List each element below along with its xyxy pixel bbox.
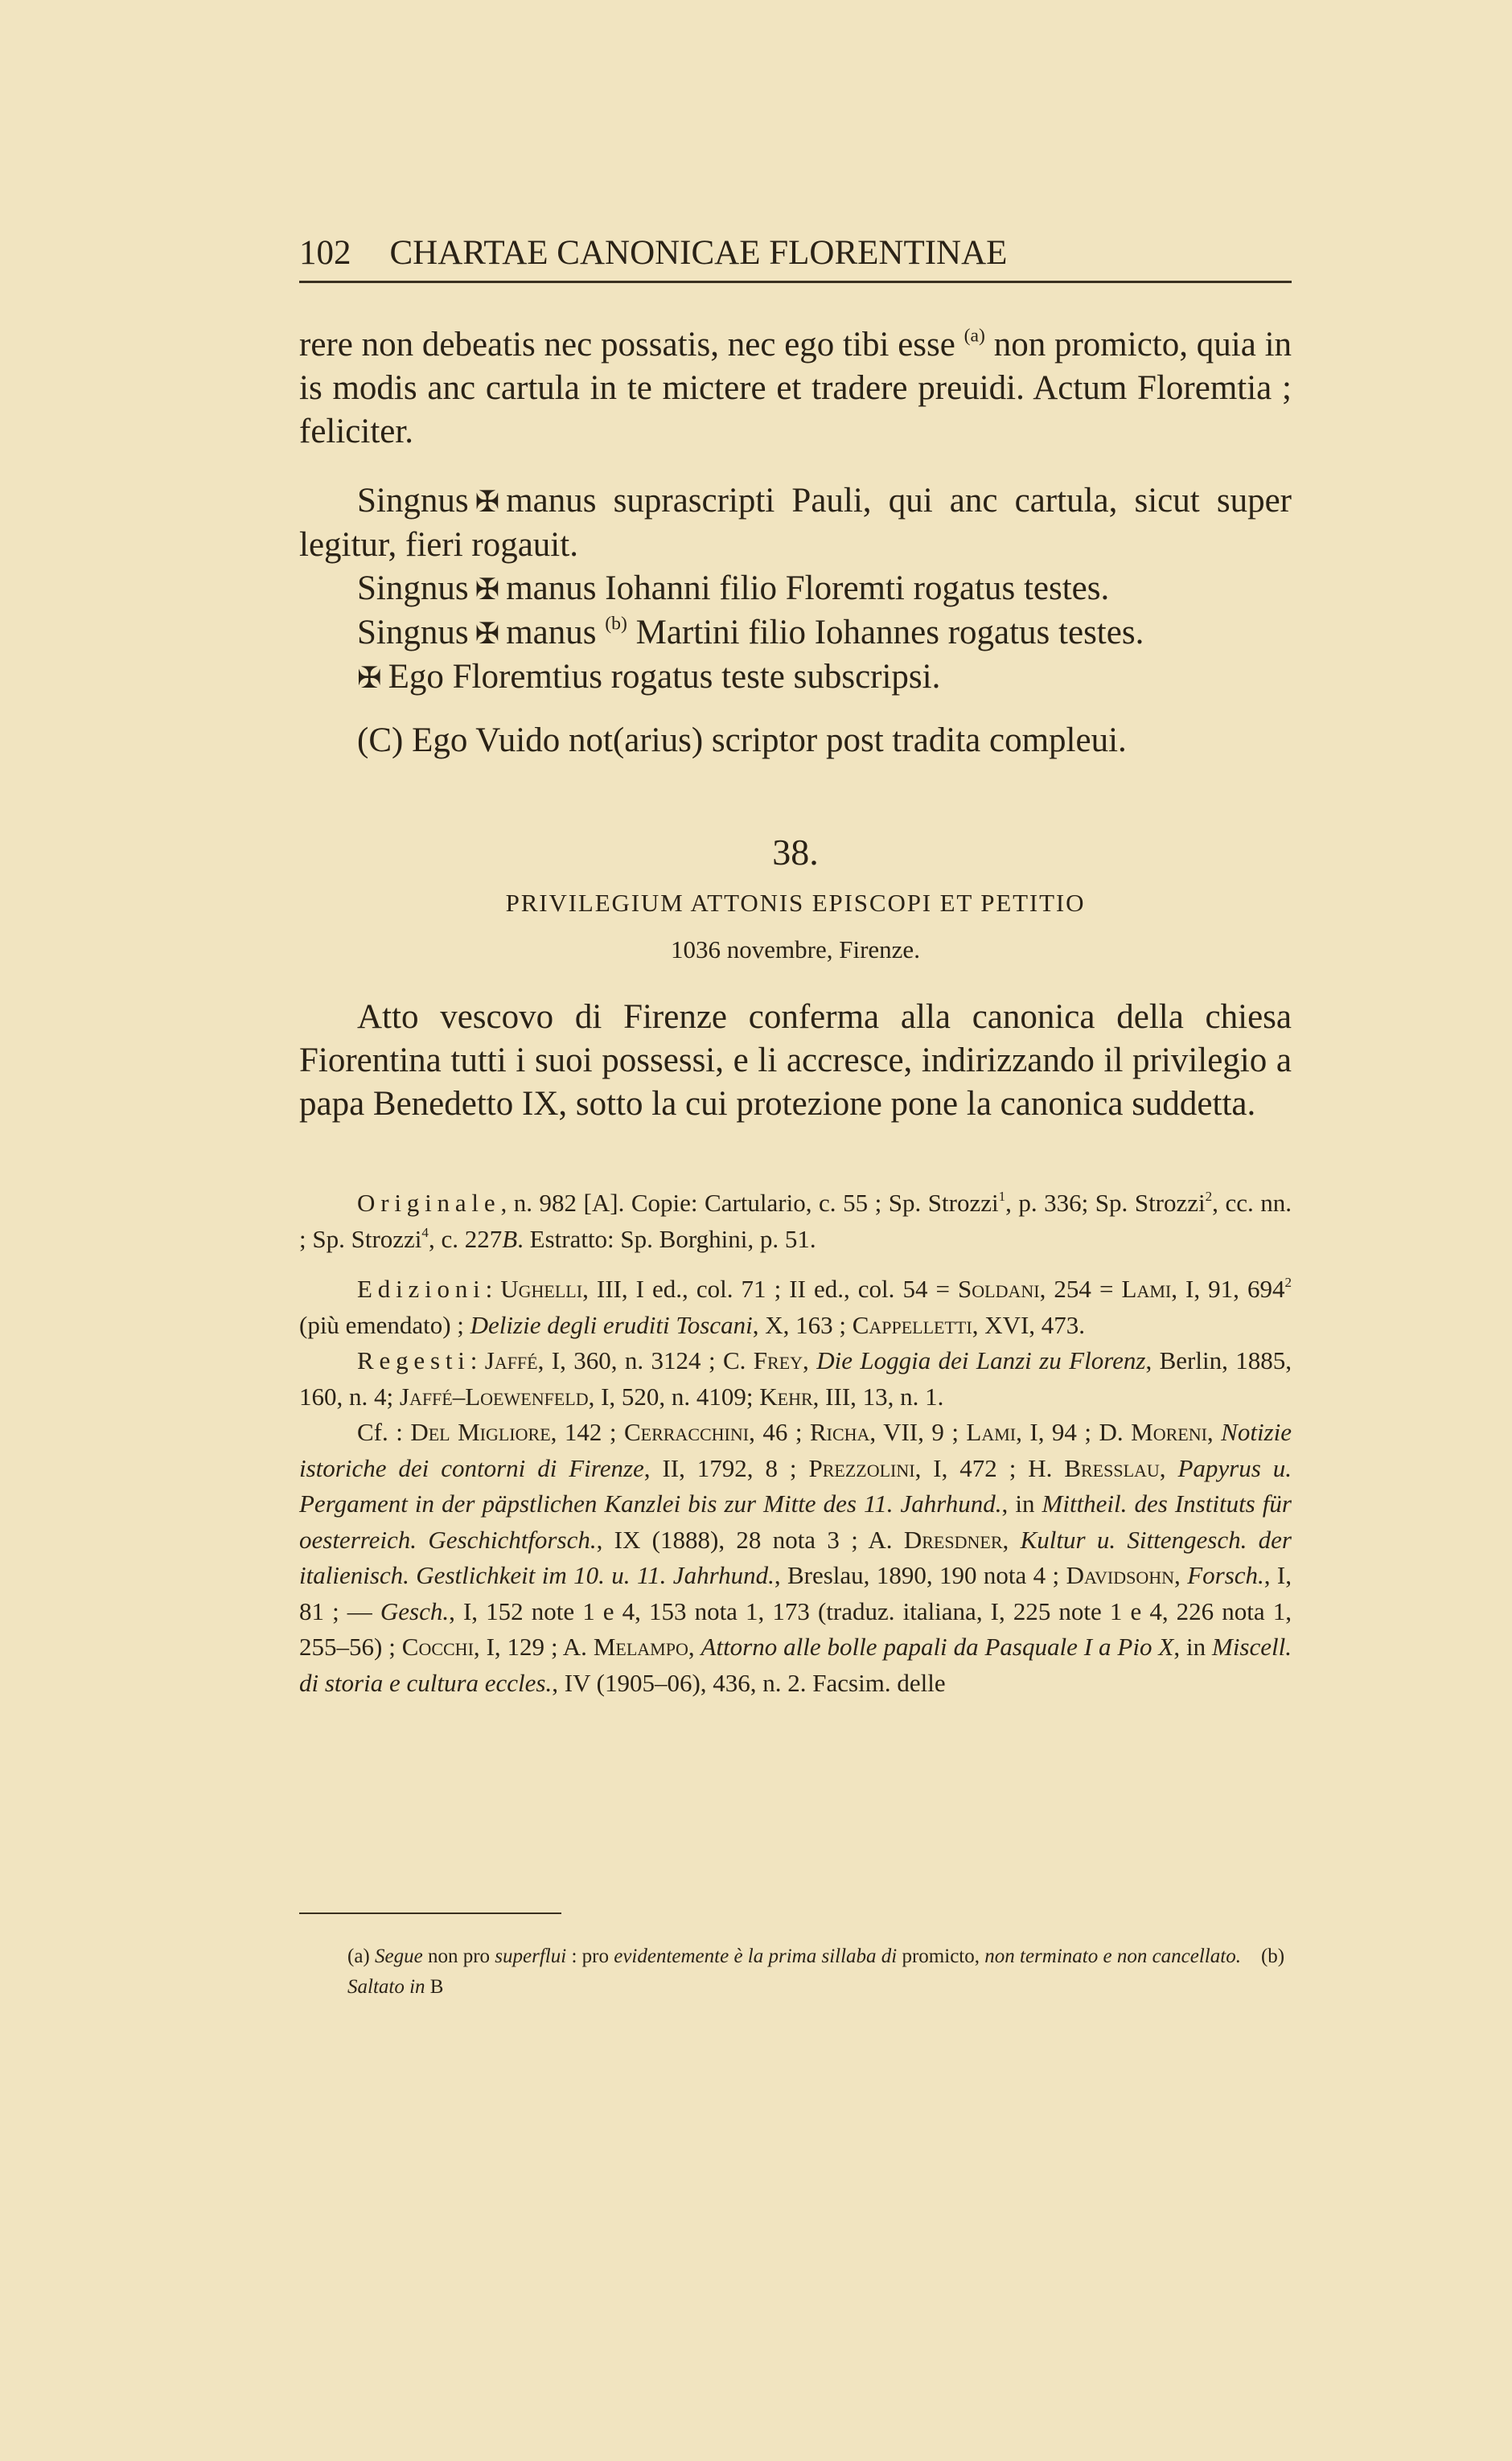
signum-line: Singnus ✠ manus Iohanni filio Floremti rogatus testes. bbox=[357, 569, 1110, 607]
critical-apparatus bbox=[299, 1185, 1292, 1701]
document-summary: Atto vescovo di Firenze conferma alla canonica della chiesa Fiorentina tutti i suoi possessi, e li accresce, indirizzando il privilegio a papa Benedetto IX, sotto la cui protezione pone la canonica suddetta. bbox=[299, 998, 1292, 1123]
signum-line: Singnus ✠ manus $^{(b)}$ Martini filio Iohannes rogatus testes. bbox=[357, 613, 1144, 651]
apparatus-literature: Cf. : Del Migliore, 142 ; Cerracchini, 46 ; Richa, VII, 9 ; Lami, I, 94 ; D. Moreni, Notizie istoriche dei contorni di Firenze, II, 1792, 8 ; Prezzolini, I, 472 ; H. Bresslau, Papyrus u. Pergament in der päpstlichen Kanzlei bis zur Mitte des 11. Jahrhund., in Mittheil. des Instituts für oesterreich. Geschichtforsch., IX (1888), 28 nota 3 ; A. Dresdner, Kultur u. Sittengesch. der italienisch. Gestlichkeit im 10. u. 11. Jahrhund., Breslau, 1890, 190 nota 4 ; Davidsohn, Forsch., I, 81 ; — Gesch., I, 152 note 1 e 4, 153 nota 1, 173 (traduz. italiana, I, 225 note 1 e 4, 226 nota 1, 255–56) ; Cocchi, I, 129 ; A. Melampo, Attorno alle bolle papali da Pasquale I a Pio X, in Miscell. di storia e cultura eccles., IV (1905–06), 436, n. 2. Facsim. delle bbox=[299, 1418, 1292, 1697]
footnote-b: (b) Saltato in B bbox=[347, 1945, 1285, 1998]
cross-signum-icon: ✠ bbox=[475, 573, 500, 606]
footnote-a: (a) Segue non pro superflui : pro evidentemente è la prima sillaba di promicto, non terminato e non cancellato. (b) Saltato in B bbox=[347, 1945, 1285, 1998]
signum-line: Singnus ✠ manus suprascripti Pauli, qui anc cartula, sicut super legitur, fieri rogauit. bbox=[299, 482, 1292, 564]
cross-signum-icon: ✠ bbox=[475, 485, 500, 518]
apparatus-regesta: Regesti: Jaffé, I, 360, n. 3124 ; C. Frey, Die Loggia dei Lanzi zu Florenz, Berlin, 1885, 160, n. 4; Jaffé–Loewenfeld, I, 520, n. 4109; Kehr, III, 13, n. 1. bbox=[299, 1346, 1292, 1411]
footnote-mark-a: (a) bbox=[963, 325, 985, 347]
charter-paragraph: rere non debeatis nec possatis, nec ego tibi esse $^{(a)}$ non promicto, quia in is modis anc cartula in te mictere et tradere preuidi. Actum Floremtia ; feliciter. bbox=[299, 325, 1292, 450]
charter-text bbox=[299, 323, 1292, 762]
document-date: 1036 novembre, Firenze. bbox=[671, 935, 920, 963]
footnote-mark-b: (b) bbox=[605, 613, 627, 635]
document-title: PRIVILEGIUM ATTONIS EPISCOPI ET PETITIO bbox=[505, 889, 1086, 917]
notary-line: (C) Ego Vuido not(arius) scriptor post tradita compleui. bbox=[357, 721, 1127, 759]
footnote-rule bbox=[299, 1913, 561, 1914]
apparatus-tradition: Originale, n. 982 [A]. Copie: Cartulario, c. 55 ; Sp. Strozzi$^1$, p. 336; Sp. Strozzi$^2$, cc. nn. ; Sp. Strozzi$^4$, c. 227B. Estratto: Sp. Borghini, p. 51. bbox=[299, 1189, 1292, 1253]
subscription-line: ✠ Ego Floremtius rogatus teste subscripsi. bbox=[357, 658, 941, 696]
apparatus-editions: Edizioni: Ughelli, III, I ed., col. 71 ; II ed., col. 54 = Soldani, 254 = Lami, I, 91, $694^2$ (più emendato) ; Delizie degli eruditi Toscani, X, 163 ; Cappelletti, XVI, 473. bbox=[299, 1275, 1292, 1339]
page-number: 102 bbox=[299, 234, 351, 272]
cross-signum-icon: ✠ bbox=[357, 661, 382, 694]
document-number: 38. bbox=[772, 832, 819, 873]
running-title: CHARTAE CANONICAE FLORENTINAE bbox=[389, 234, 1008, 272]
cross-signum-icon: ✠ bbox=[475, 617, 500, 650]
running-header bbox=[299, 233, 1292, 283]
footnotes bbox=[299, 1941, 1292, 2003]
